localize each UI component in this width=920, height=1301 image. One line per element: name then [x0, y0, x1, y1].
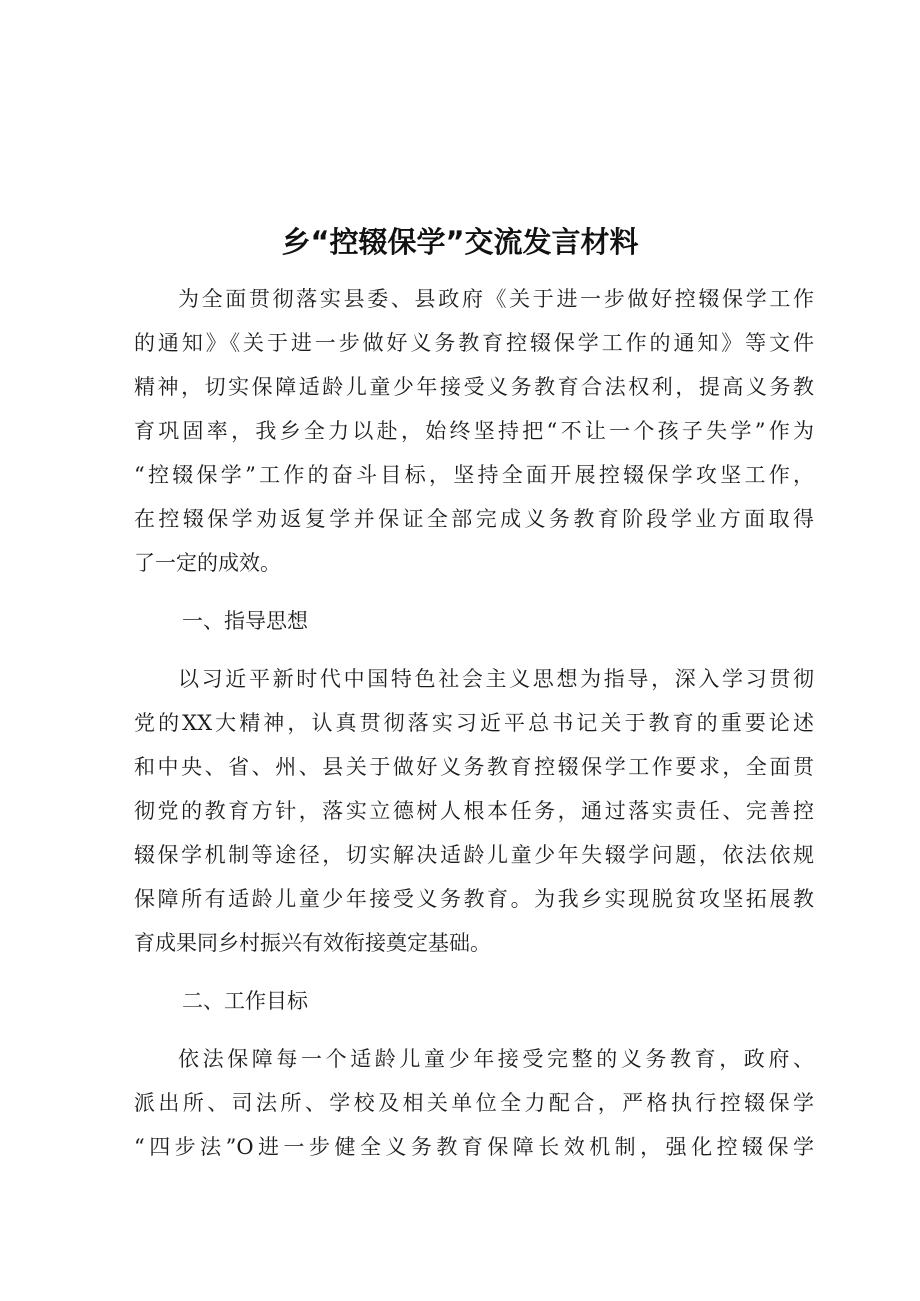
intro-paragraph: [134, 277, 814, 585]
paragraph-line: 保障所有适龄儿童少年接受义务教育。为我乡实现脱贫攻坚拓展教: [134, 887, 814, 911]
guiding-ideology-paragraph: [134, 657, 814, 965]
section-heading-guiding-ideology: 一、指导思想: [182, 609, 308, 633]
paragraph-line: 育巩固率，我乡全力以赴，始终坚持把“不让一个孩子失学”作为: [134, 419, 814, 443]
document-body: [134, 277, 814, 1169]
paragraph-line: “四步法”O进一步健全义务教育保障长效机制，强化控辍保学: [134, 1135, 814, 1159]
document-title: 乡“控辍保学”交流发言材料: [281, 225, 639, 259]
paragraph-line: 辍保学机制等途径，切实解决适龄儿童少年失辍学问题，依法依规: [134, 843, 814, 867]
paragraph-line: 派出所、司法所、学校及相关单位全力配合，严格执行控辍保学: [134, 1091, 814, 1115]
paragraph-line: 的通知》《关于进一步做好义务教育控辍保学工作的通知》等文件: [134, 331, 814, 355]
paragraph-line: 为全面贯彻落实县委、县政府《关于进一步做好控辍保学工作: [178, 287, 814, 311]
paragraph-line: 以习近平新时代中国特色社会主义思想为指导，深入学习贯彻: [178, 667, 814, 691]
paragraph-line: “控辍保学”工作的奋斗目标，坚持全面开展控辍保学攻坚工作，: [134, 463, 814, 487]
work-goals-paragraph: [134, 1037, 814, 1169]
paragraph-line: 在控辍保学劝返复学并保证全部完成义务教育阶段学业方面取得: [134, 507, 814, 531]
paragraph-line: 彻党的教育方针，落实立德树人根本任务，通过落实责任、完善控: [134, 799, 814, 823]
paragraph-line: 依法保障每一个适龄儿童少年接受完整的义务教育，政府、: [178, 1047, 814, 1071]
paragraph-line: 了一定的成效。: [134, 551, 281, 575]
paragraph-line: 和中央、省、州、县关于做好义务教育控辍保学工作要求，全面贯: [134, 755, 814, 779]
paragraph-line: 精神，切实保障适龄儿童少年接受义务教育合法权利，提高义务教: [134, 375, 814, 399]
paragraph-line: 党的XX大精神，认真贯彻落实习近平总书记关于教育的重要论述: [134, 711, 814, 735]
section-heading-work-goals: 二、工作目标: [182, 989, 308, 1013]
paragraph-line: 育成果同乡村振兴有效衔接奠定基础。: [134, 931, 491, 955]
